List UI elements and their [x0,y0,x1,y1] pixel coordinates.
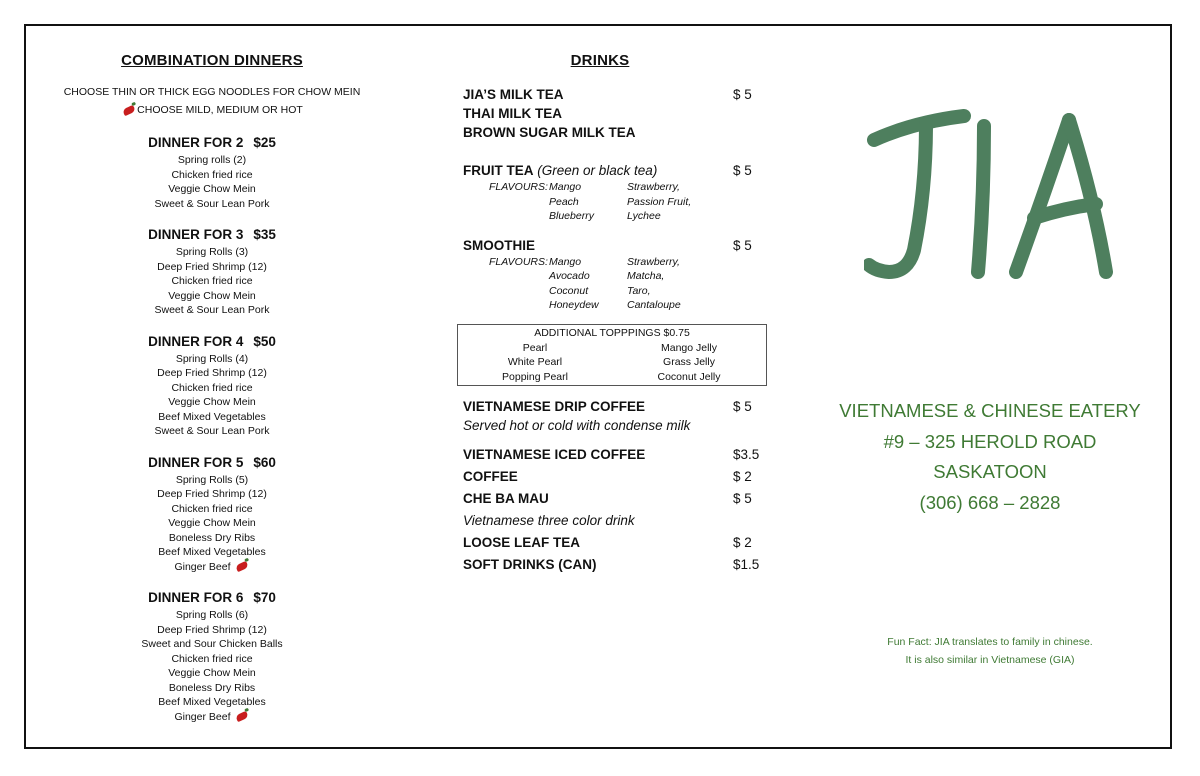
dinner-item [40,531,384,546]
jia-logo [864,100,1114,280]
dinner-block [40,332,384,439]
chili-pepper-icon [235,561,249,572]
flavour: Mango [549,181,582,193]
phone-number[interactable]: (306) 668 – 2828 [919,491,1061,513]
drink-price: $1.5 [733,557,760,572]
dinner-item [40,182,384,197]
drinks-title: DRINKS [570,52,630,69]
dinner-item [40,245,384,260]
dinner-item-text: Boneless Dry Ribs [168,531,256,544]
spice-note-text: CHOOSE MILD, MEDIUM OR HOT [137,104,303,116]
dinner-item-text: Veggie Chow Mein [168,517,256,529]
additional-toppings-box [457,324,767,386]
dinner-item [40,502,384,517]
dinner-item-text: Chicken fried rice [171,502,253,515]
topping: Popping Pearl [502,370,568,383]
topping: Mango Jelly [660,341,718,354]
drink-name: BROWN SUGAR MILK TEA [463,125,636,140]
dinner-item-text: Sweet and Sour Chicken Balls [141,638,283,650]
drink-name: JIA’S MILK TEA [463,87,564,102]
drink-row [463,123,773,142]
drink-row [463,397,773,416]
dinner-item [40,666,384,681]
combination-dinners-column [40,52,384,724]
fun-fact [800,633,1180,669]
topping: Coconut Jelly [657,370,721,383]
dinner-item-text: Ginger Beef [174,560,231,573]
dinner-block [40,453,384,575]
topping: Pearl [522,341,548,354]
dinner-item-text: Deep Fried Shrimp (12) [157,488,267,500]
dinner-item-text: Ginger Beef [174,710,231,723]
city: SASKATOON [933,461,1047,482]
dinner-price: $70 [253,590,276,605]
dinner-name: DINNER FOR 2 [148,135,244,150]
dinner-item [40,153,384,168]
flavours-label: FLAVOURS: [489,255,548,268]
dinner-item [40,395,384,410]
dinner-block [40,588,384,724]
dinner-name: DINNER FOR 3 [148,227,244,242]
drink-row [463,161,773,180]
dinner-name: DINNER FOR 5 [148,454,244,470]
dinner-item-text: Beef Mixed Vegetables [158,546,266,558]
drink-row [463,489,773,508]
dinner-item [40,637,384,652]
dinner-item [40,560,384,575]
smoothie-flavours [463,255,773,313]
flavour: Coconut [549,284,589,297]
coffee-group [463,397,773,574]
drink-price: $ 5 [733,491,752,506]
drink-row [463,533,773,552]
dinner-item [40,487,384,502]
drink-price: $ 2 [733,535,752,550]
dinner-heading [40,225,384,245]
dinner-item-text: Spring Rolls (6) [175,609,249,621]
dinner-price: $25 [253,135,276,150]
dinner-item [40,289,384,304]
dinner-item-text: Sweet & Sour Lean Pork [154,304,270,316]
flavour: Cantaloupe [627,299,681,311]
flavour: Taro, [627,284,651,297]
drink-subtitle: (Green or black tea) [537,163,658,178]
dinner-item-text: Veggie Chow Mein [168,183,256,195]
fruit-tea-group [463,161,773,224]
drink-price: $ 5 [733,399,752,414]
dinner-item [40,695,384,710]
drink-name: SMOOTHIE [463,237,536,253]
dinner-heading [40,453,384,473]
chili-pepper-icon [235,711,249,722]
dinner-item-text: Deep Fried Shrimp (12) [157,260,267,273]
drink-name: CHE BA MAU [463,491,549,506]
dinner-item-text: Spring Rolls (4) [175,352,249,365]
noodle-note: CHOOSE THIN OR THICK EGG NOODLES FOR CHOW MEIN [63,86,361,98]
drinks-column [463,52,773,572]
address: #9 – 325 HEROLD ROAD [883,430,1097,452]
drink-price: $ 5 [733,87,752,102]
milk-tea-group [463,85,773,142]
flavour: Honeydew [549,299,599,311]
dinner-heading [40,588,384,608]
dinner-block [40,133,384,211]
spice-note [40,101,384,119]
dinner-item-text: Boneless Dry Ribs [168,681,256,694]
dinner-item-text: Veggie Chow Mein [168,396,256,408]
drink-name: FRUIT TEA [463,163,534,178]
dinner-item-text: Spring rolls (2) [177,154,247,166]
drink-price: $ 5 [733,237,752,253]
eatery-info [800,396,1180,518]
dinner-block [40,225,384,318]
tagline: VIETNAMESE & CHINESE EATERY [839,400,1141,421]
drink-description: Vietnamese three color drink [463,513,635,528]
drink-name: COFFEE [463,469,518,484]
flavour: Strawberry, [627,255,680,268]
dinner-item [40,424,384,439]
brand-column [800,100,1180,669]
fruit-tea-flavours [463,180,773,224]
flavour: Matcha, [627,270,665,282]
dinner-item-text: Veggie Chow Mein [168,667,256,679]
dinner-item [40,168,384,183]
flavour: Strawberry, [627,181,680,193]
drink-name: THAI MILK TEA [463,106,562,121]
drink-row [463,85,773,104]
drink-row [463,104,773,123]
chili-pepper-icon [122,105,136,116]
dinner-price: $35 [253,227,276,242]
dinner-item [40,197,384,212]
dinner-item [40,410,384,425]
drink-row [463,555,773,574]
dinner-heading [40,332,384,352]
dinner-item-text: Deep Fried Shrimp (12) [157,367,267,379]
drink-price: $ 5 [733,163,752,178]
dinner-item [40,260,384,275]
topping: Grass Jelly [663,356,715,368]
flavour: Passion Fruit, [627,195,692,208]
dinner-item [40,303,384,318]
toppings-grid [458,341,766,385]
dinner-item [40,352,384,367]
fun-fact-line: It is also similar in Vietnamese (GIA) [905,654,1075,666]
dinner-price: $50 [253,333,276,349]
dinner-item-text: Spring Rolls (5) [175,473,249,486]
drink-name: SOFT DRINKS (CAN) [463,557,597,572]
flavour: Mango [549,255,582,268]
toppings-title: ADDITIONAL TOPPPINGS $0.75 [534,327,690,339]
drink-row [463,445,773,464]
drink-description: Served hot or cold with condense milk [463,418,691,433]
dinner-item [40,608,384,623]
drink-name: LOOSE LEAF TEA [463,535,581,550]
drink-price: $3.5 [733,447,760,462]
drink-row [463,236,773,255]
dinner-item [40,545,384,560]
flavours-label: FLAVOURS: [489,181,548,193]
dinner-heading [40,133,384,153]
dinner-item [40,366,384,381]
topping: White Pearl [507,356,563,368]
flavour: Avocado [549,270,590,282]
drink-row [463,467,773,486]
fun-fact-line: Fun Fact: JIA translates to family in chinese. [887,636,1093,648]
drink-name: VIETNAMESE ICED COFFEE [463,447,646,462]
dinner-item-text: Beef Mixed Vegetables [158,696,266,708]
dinner-item [40,710,384,725]
dinner-item-text: Chicken fried rice [171,652,253,665]
dinner-item-text: Sweet & Sour Lean Pork [154,197,270,210]
dinner-item [40,652,384,667]
drink-name: VIETNAMESE DRIP COFFEE [463,399,646,414]
dinner-item-text: Chicken fried rice [171,275,253,287]
dinner-item-text: Veggie Chow Mein [168,289,256,302]
flavour: Lychee [627,210,661,222]
dinner-item [40,381,384,396]
combination-title: COMBINATION DINNERS [121,52,303,69]
dinner-item-text: Deep Fried Shrimp (12) [157,623,267,636]
dinner-item [40,473,384,488]
dinner-item [40,623,384,638]
dinner-name: DINNER FOR 4 [148,333,244,349]
smoothie-group [463,236,773,313]
dinner-item [40,274,384,289]
dinner-item-text: Beef Mixed Vegetables [158,410,266,423]
dinner-name: DINNER FOR 6 [148,590,244,605]
dinner-item [40,516,384,531]
dinner-item [40,681,384,696]
dinner-item-text: Chicken fried rice [171,381,253,394]
flavour: Peach [549,195,579,208]
dinner-item-text: Sweet & Sour Lean Pork [154,425,270,437]
dinner-price: $60 [253,454,276,470]
flavour: Blueberry [549,210,594,222]
dinner-list [40,133,384,724]
dinner-item-text: Chicken fried rice [171,168,253,181]
drink-price: $ 2 [733,469,752,484]
dinner-item-text: Spring Rolls (3) [175,246,249,258]
